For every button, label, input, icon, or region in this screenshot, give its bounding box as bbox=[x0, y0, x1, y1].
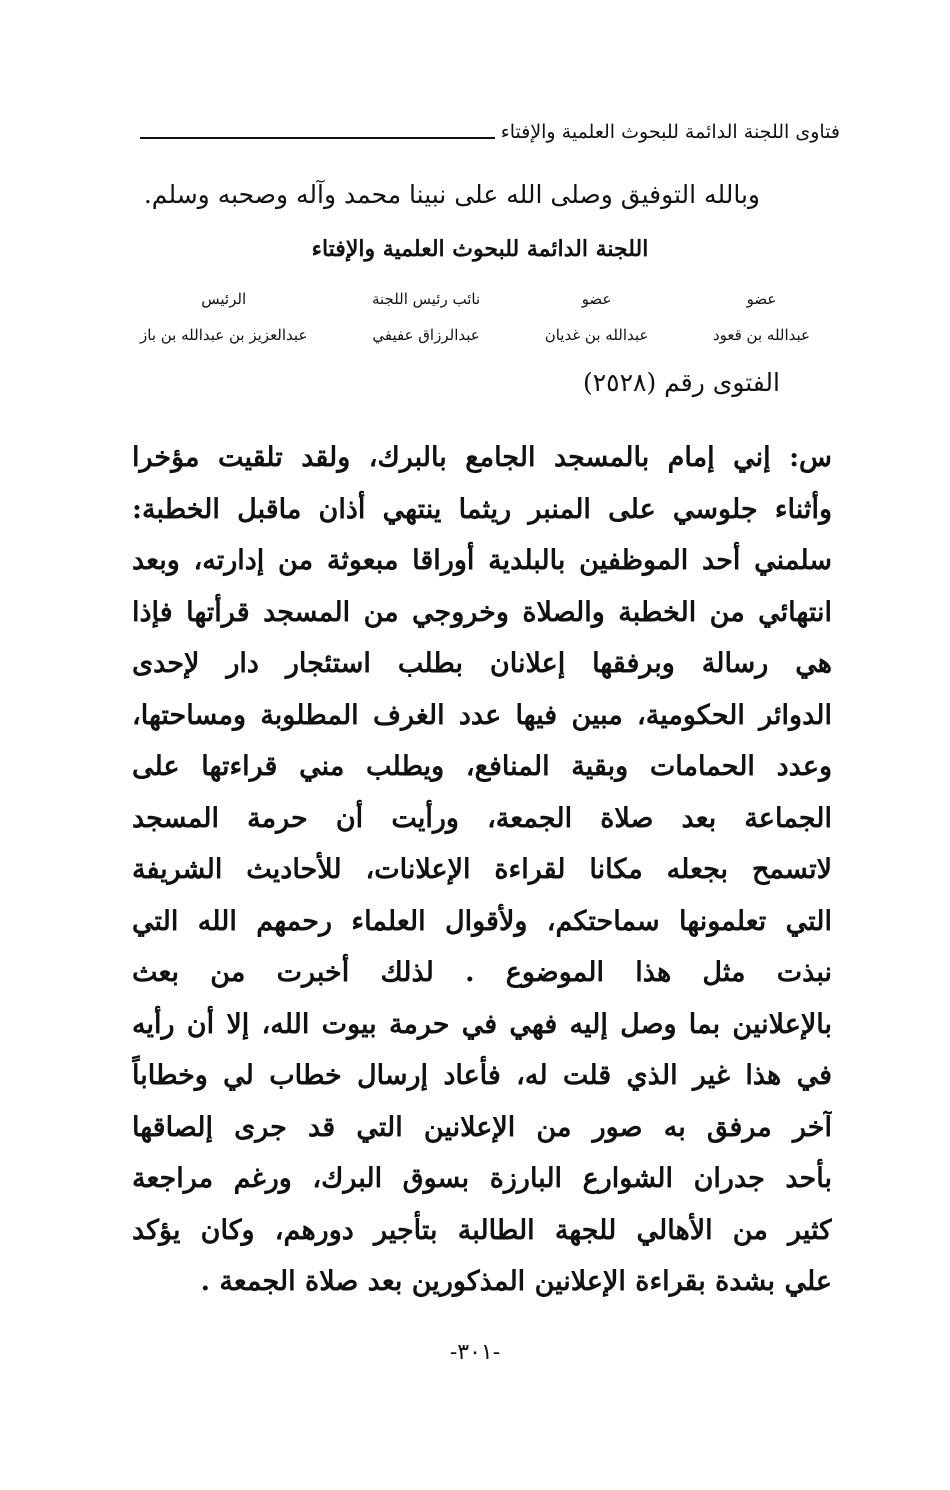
committee-name: اللجنة الدائمة للبحوث العلمية والإفتاء bbox=[311, 236, 649, 262]
signatory-role: عضو bbox=[581, 290, 612, 308]
question-line: علي بشدة بقراءة الإعلانين المذكورين بعد صلاة الجمعة . bbox=[200, 1266, 832, 1297]
signatory-name: عبدالله بن قعود bbox=[712, 326, 810, 344]
question-line: آخر مرفق به صور من الإعلانين التي قد جرى إلصاقها bbox=[132, 1111, 832, 1143]
signatory-role: عضو bbox=[746, 290, 777, 308]
signatory-name: عبدالعزيز بن عبدالله بن باز bbox=[140, 326, 308, 344]
signatory bbox=[140, 290, 307, 344]
page-number: -٣٠١- bbox=[449, 1340, 501, 1365]
question-line: س: إني إمام بالمسجد الجامع بالبرك، ولقد تلقيت مؤخرا bbox=[132, 442, 832, 473]
closing-invocation: وبالله التوفيق وصلى الله على نبينا محمد وآله وصحبه وسلم. bbox=[143, 180, 760, 209]
question-line: في هذا غير الذي قلت له، فأعاد إرسال خطاب لي وخطاباً bbox=[132, 1060, 832, 1091]
signatory-name: عبدالله بن غديان bbox=[544, 326, 649, 344]
question-line: بأحد جدران الشوارع البارزة بسوق البرك، ورغم مراجعة bbox=[132, 1163, 832, 1194]
question-line: وأثناء جلوسي على المنبر ريثما ينتهي أذان ماقبل الخطبة: bbox=[132, 493, 832, 525]
question-line: كثير من الأهالي للجهة الطالبة بتأجير دورهم، وكان يؤكد bbox=[132, 1214, 832, 1246]
signatory bbox=[545, 290, 649, 344]
question-line: هي رسالة وبرفقها إعلانان بطلب استئجار دار لإحدى bbox=[132, 648, 832, 679]
signatory bbox=[372, 290, 480, 344]
question-line: الدوائر الحكومية، مبين فيها عدد الغرف المطلوبة ومساحتها، bbox=[132, 699, 832, 731]
question-line: وعدد الحمامات وبقية المنافع، ويطلب مني قراءتها على bbox=[132, 751, 832, 782]
question-line: التي تعلمونها سماحتكم، ولأقوال العلماء رحمهم الله التي bbox=[132, 905, 832, 937]
question-line: بالإعلانين بما وصل إليه فهي في حرمة بيوت الله، إلا أن رأيه bbox=[132, 1008, 832, 1040]
question-line: نبذت مثل هذا الموضوع . لذلك أخبرت من بعث bbox=[132, 957, 832, 988]
question-line: لاتسمح بجعله مكانا لقراءة الإعلانات، للأحاديث الشريفة bbox=[132, 854, 832, 885]
signatory-role: نائب رئيس اللجنة bbox=[371, 290, 481, 308]
signatories-row bbox=[140, 290, 810, 344]
question-line: سلمني أحد الموظفين بالبلدية أوراقا مبعوثة من إدارته، وبعد bbox=[132, 545, 832, 576]
signatory bbox=[713, 290, 810, 344]
question-line: الجماعة بعد صلاة الجمعة، ورأيت أن حرمة المسجد bbox=[132, 802, 832, 834]
signatory-role: الرئيس bbox=[201, 290, 247, 308]
running-header-title: فتاوى اللجنة الدائمة للبحوث العلمية والإفتاء bbox=[500, 121, 840, 143]
question-line: انتهائي من الخطبة والصلاة وخروجي من المسجد قرأتها فإذا bbox=[132, 596, 832, 628]
signatories-block bbox=[140, 290, 810, 344]
question-body bbox=[132, 432, 832, 1308]
fatwa-number: الفتوى رقم (٢٥٢٨) bbox=[582, 368, 780, 397]
header-rule bbox=[140, 137, 495, 139]
signatory-name: عبدالرزاق عفيفي bbox=[372, 326, 480, 344]
running-header bbox=[140, 112, 840, 142]
